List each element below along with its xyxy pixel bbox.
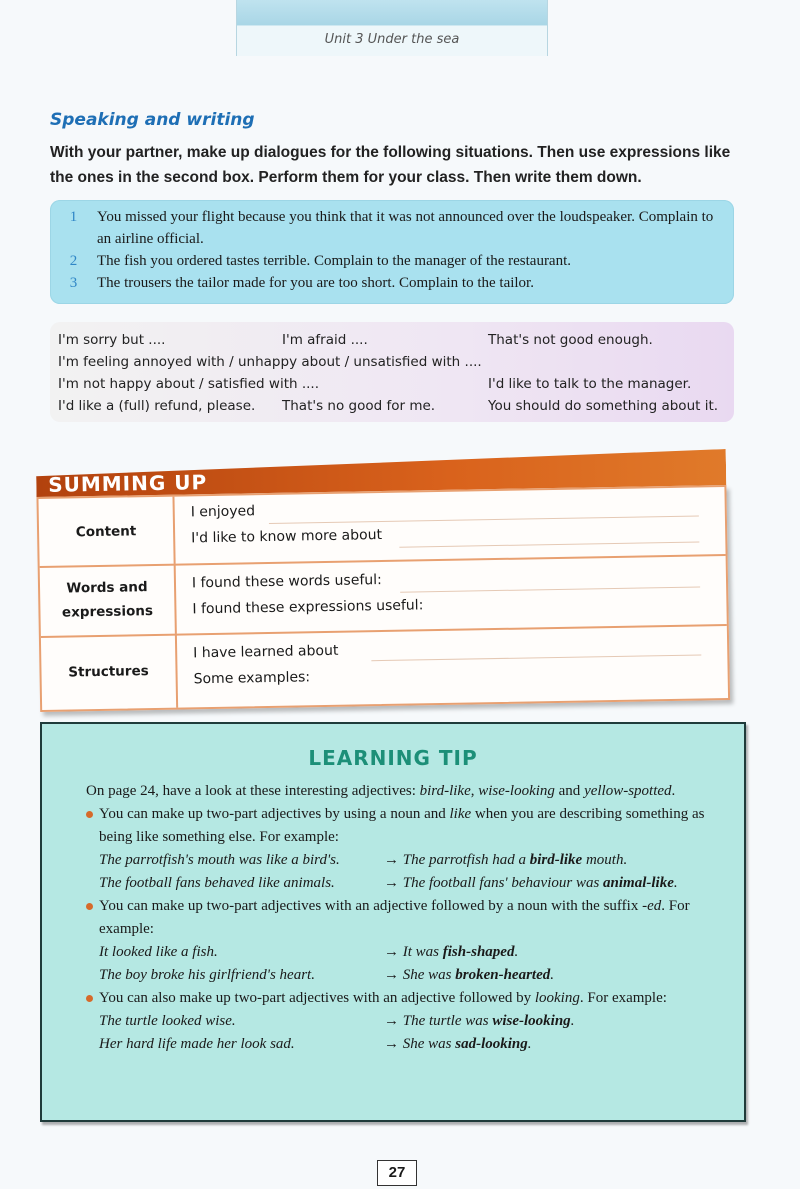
expression: That's not good enough.	[488, 332, 653, 348]
intro-text: On page 24, have a look at these interesting adjectives:	[86, 783, 420, 799]
example-right	[384, 849, 627, 872]
example-text: .	[514, 944, 519, 960]
tip-example	[86, 941, 706, 964]
tip-bullet	[86, 895, 706, 941]
situation-text: The trousers the tailor made for you are too short. Complain to the tailor.	[97, 275, 534, 291]
example-text: → It was	[384, 944, 443, 960]
learning-tip-body	[86, 780, 706, 1056]
example-key: wise-looking	[492, 1013, 571, 1029]
bullet-keyword: looking	[534, 990, 580, 1006]
example-left: It looked like a fish.	[99, 944, 218, 960]
tip-example	[86, 849, 706, 872]
intro-text: .	[671, 783, 676, 799]
bullet-text: . For example:	[579, 990, 667, 1006]
structures-label: Structures	[68, 663, 149, 681]
intro-example: yellow-spotted	[584, 783, 672, 799]
tip-example	[86, 1033, 706, 1056]
intro-example: bird-like	[419, 783, 471, 799]
situation-number: 2	[69, 253, 78, 269]
tip-example	[86, 872, 706, 895]
summing-up-title: SUMMING UP	[48, 470, 208, 497]
example-key: animal-like	[603, 875, 674, 891]
bullet-keyword: like	[449, 806, 472, 822]
situation-item	[50, 250, 734, 272]
expression: That's no good for me.	[282, 398, 436, 414]
example-text: .	[570, 1013, 575, 1029]
bullet-text: You can make up two-part adjectives with an adjective followed by a noun with the suffix	[99, 898, 643, 914]
example-text: → The football fans' behaviour was	[384, 875, 604, 891]
tip-bullet	[86, 987, 706, 1010]
expression: I'm not happy about / satisfied with ....	[58, 376, 320, 392]
example-text: .	[550, 967, 554, 983]
expression: I'm sorry but ....	[58, 332, 166, 348]
instructions: With your partner, make up dialogues for the following situations. Then use expressions like the ones in the second box. Perform them for your class. Then write them down.	[50, 144, 731, 186]
example-key: bird-like	[529, 852, 583, 868]
example-right	[384, 964, 554, 987]
words-line-2: I found these expressions useful:	[192, 597, 424, 618]
summing-up-panel	[36, 449, 730, 716]
section-heading: Speaking and writing	[50, 110, 255, 130]
expression: I'd like to talk to the manager.	[488, 376, 692, 392]
learning-tip-box	[40, 722, 746, 1122]
situation-item	[50, 272, 734, 294]
example-text: mouth.	[582, 852, 628, 868]
words-label-1: Words and	[66, 579, 148, 597]
learning-tip-heading: LEARNING TIP	[308, 746, 478, 770]
situation-number: 3	[69, 275, 78, 291]
situation-text: The fish you ordered tastes terrible. Complain to the manager of the restaurant.	[97, 253, 572, 269]
words-line-1: I found these words useful:	[191, 572, 382, 592]
example-text: → She was	[384, 1036, 456, 1052]
writing-line	[400, 586, 700, 592]
structures-line-1: I have learned about	[193, 642, 339, 662]
expression: I'd like a (full) refund, please.	[58, 398, 256, 414]
example-text: .	[673, 875, 678, 891]
writing-line	[399, 541, 699, 547]
tip-example	[86, 1010, 706, 1033]
bullet-text: . For example:	[99, 898, 690, 937]
situations-list	[50, 200, 734, 294]
example-text: → She was	[384, 967, 456, 983]
unit-title: Unit 3 Under the sea	[324, 32, 460, 47]
example-text: → The parrotfish had a	[384, 852, 530, 868]
content-line-1: I enjoyed	[190, 503, 256, 521]
situations-box	[50, 200, 734, 304]
row-label	[38, 497, 175, 566]
example-right	[384, 941, 518, 964]
expression: I'm feeling annoyed with / unhappy about / unsatisfied with ....	[58, 354, 482, 370]
structures-line-2: Some examples:	[193, 669, 311, 688]
example-left: The football fans behaved like animals.	[99, 875, 335, 891]
summing-up-table	[36, 485, 730, 712]
bullet-keyword: -ed	[642, 898, 662, 914]
situation-item	[50, 206, 734, 250]
content-label: Content	[75, 522, 137, 540]
row-label	[41, 634, 178, 710]
expressions-box	[50, 322, 734, 422]
intro-example: wise-looking	[478, 783, 555, 799]
row-label	[40, 564, 177, 636]
example-key: sad-looking	[455, 1036, 528, 1052]
example-left: The turtle looked wise.	[99, 1013, 236, 1029]
bullet-text: You can also make up two-part adjectives with an adjective followed by	[99, 990, 535, 1006]
example-right	[384, 1010, 574, 1033]
bullet-text: when you are describing something as being like something else. For example:	[99, 806, 705, 845]
example-left: Her hard life made her look sad.	[99, 1036, 295, 1052]
example-key: broken-hearted	[455, 967, 551, 983]
example-key: fish-shaped	[442, 944, 515, 960]
expression: I'm afraid ....	[282, 332, 368, 348]
unit-header-band	[236, 0, 548, 56]
content-line-2: I'd like to know more about	[191, 527, 383, 547]
example-text: → The turtle was	[384, 1013, 493, 1029]
example-left: The parrotfish's mouth was like a bird's.	[99, 852, 340, 868]
summing-row-structures	[41, 624, 728, 710]
writing-line	[269, 515, 699, 524]
tip-example	[86, 964, 706, 987]
expression: You should do something about it.	[488, 398, 719, 414]
page-number: 27	[377, 1160, 417, 1186]
writing-line	[371, 654, 701, 661]
bullet-text: You can make up two-part adjectives by using a noun and	[99, 806, 450, 822]
situation-number: 1	[69, 209, 78, 225]
situation-text: You missed your flight because you think that it was not announced over the loudspeaker. Complain to an airline official.	[97, 209, 714, 247]
example-right	[384, 1033, 532, 1056]
example-left: The boy broke his girlfriend's heart.	[99, 967, 315, 983]
example-right	[384, 872, 678, 895]
tip-intro	[86, 780, 706, 803]
tip-bullet	[86, 803, 706, 849]
words-label-2: expressions	[61, 603, 154, 621]
intro-text: ,	[470, 783, 479, 799]
intro-text: and	[554, 783, 585, 799]
example-text: .	[527, 1036, 532, 1052]
